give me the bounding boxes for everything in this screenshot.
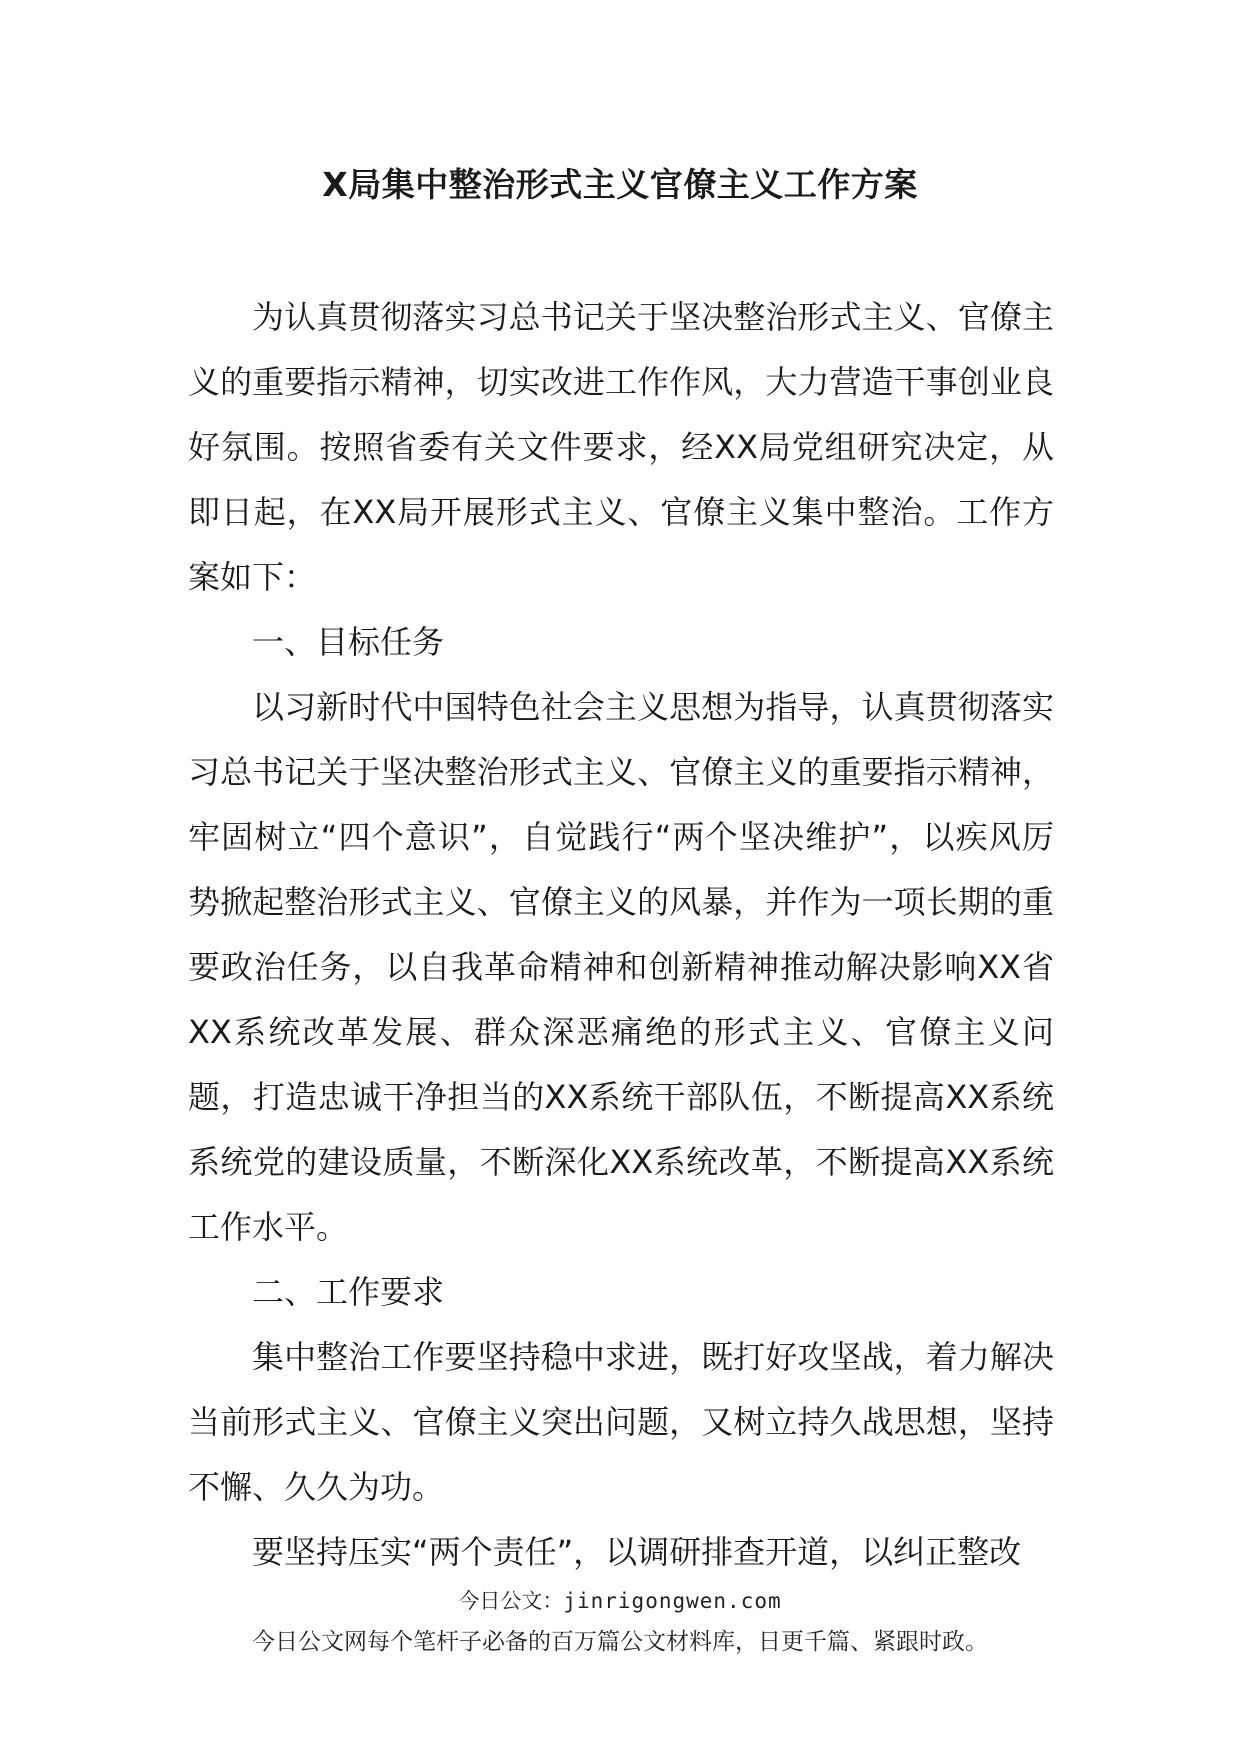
goals-paragraph: 以习新时代中国特色社会主义思想为指导，认真贯彻落实习总书记关于坚决整治形式主义、官僚主义的重要指示精神，牢固树立“四个意识”，自觉践行“两个坚决维护”，以疾风厉势掀起整治形式主义、官僚主义的风暴，并作为一项长期的重要政治任务，以自我革命精神和创新精神推动解决影响XX省XX系统改革发展、群众深恶痛绝的形式主义、官僚主义问题，打造忠诚干净担当的XX系统干部队伍，不断提高XX系统系统党的建设质量，不断深化XX系统改革，不断提高XX系统工作水平。: [188, 688, 1054, 1246]
footer-slogan: 今日公文网每个笔杆子必备的百万篇公文材料库，日更千篇、紧跟时政。: [252, 1629, 988, 1655]
requirements-paragraph-1: 集中整治工作要坚持稳中求进，既打好攻坚战，着力解决当前形式主义、官僚主义突出问题，又树立持久战思想，坚持不懈、久久为功。: [188, 1338, 1054, 1506]
footer-site-label: 今日公文：: [458, 1589, 564, 1613]
section-heading-goals: 一、目标任务: [252, 623, 445, 661]
document-body: [188, 285, 1054, 1585]
requirements-paragraph-2: 要坚持压实“两个责任”，以调研排查开道，以纠正整改: [252, 1533, 1022, 1571]
footer-site-line: [0, 1586, 1240, 1616]
intro-paragraph: 为认真贯彻落实习总书记关于坚决整治形式主义、官僚主义的重要指示精神，切实改进工作作风，大力营造干事创业良好氛围。按照省委有关文件要求，经XX局党组研究决定，从即日起，在XX局开展形式主义、官僚主义集中整治。工作方案如下：: [188, 298, 1054, 596]
section-heading-requirements: 二、工作要求: [252, 1273, 445, 1311]
footer-site-url[interactable]: jinrigongwen.com: [563, 1589, 782, 1613]
document-title: X局集中整治形式主义官僚主义工作方案: [322, 165, 918, 204]
